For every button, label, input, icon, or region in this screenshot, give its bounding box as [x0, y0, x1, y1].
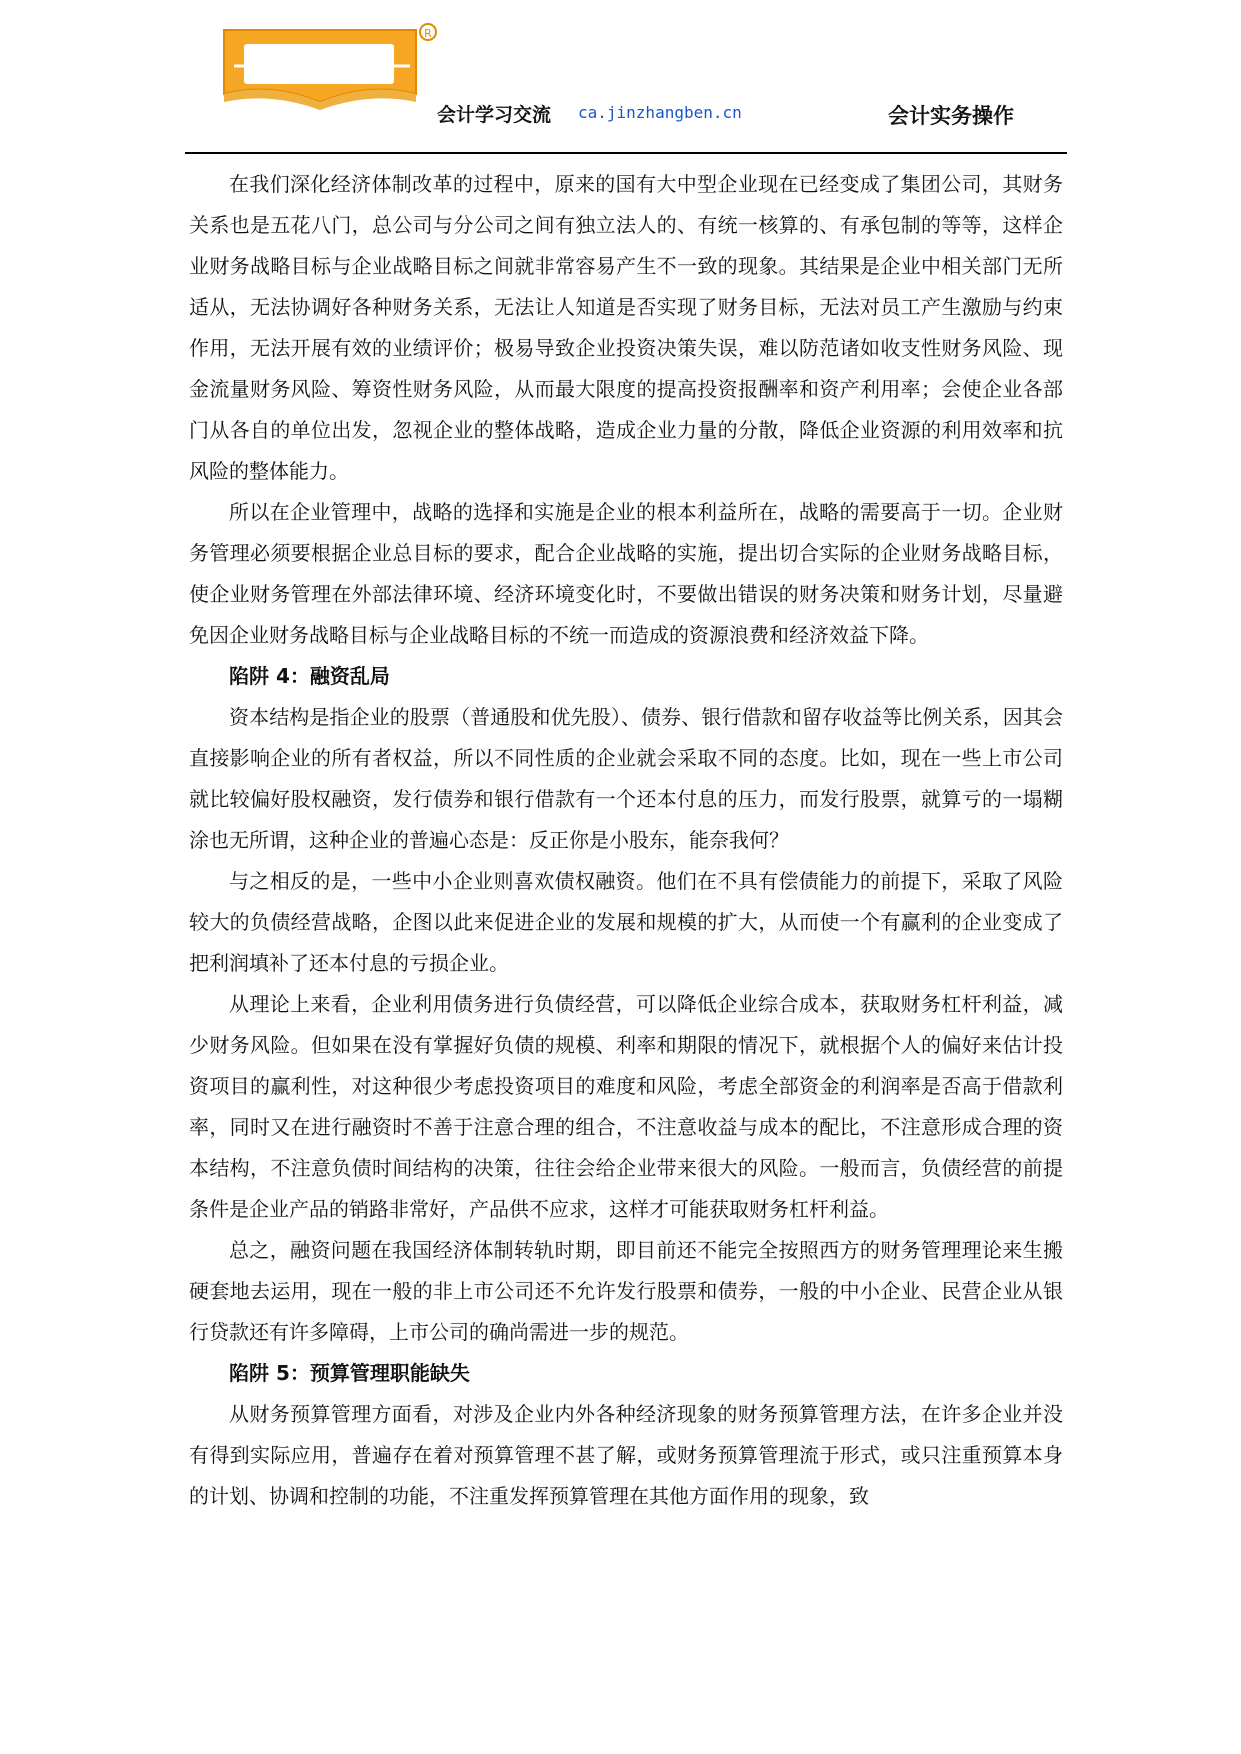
- company-logo: [220, 22, 438, 112]
- section-heading: 陷阱 5：预算管理职能缺失: [229, 1361, 470, 1385]
- svg-text:R: R: [424, 27, 432, 40]
- paragraph: 从财务预算管理方面看，对涉及企业内外各种经济现象的财务预算管理方法，在许多企业并没有得到实际应用，普遍存在着对预算管理不甚了解，或财务预算管理流于形式，或只注重预算本身的计划、协调和控制的功能，不注重发挥预算管理在其他方面作用的现象，致: [189, 1402, 1063, 1508]
- document-body: [189, 164, 1063, 1517]
- logo-graphic: [220, 22, 438, 112]
- header-right-label: 会计实务操作: [888, 103, 1014, 128]
- header-divider: [185, 152, 1067, 154]
- header-left-label: 会计学习交流: [437, 104, 552, 126]
- paragraph: 在我们深化经济体制改革的过程中，原来的国有大中型企业现在已经变成了集团公司，其财务关系也是五花八门，总公司与分公司之间有独立法人的、有统一核算的、有承包制的等等，这样企业财务战略目标与企业战略目标之间就非常容易产生不一致的现象。其结果是企业中相关部门无所适从，无法协调好各种财务关系，无法让人知道是否实现了财务目标，无法对员工产生激励与约束作用，无法开展有效的业绩评价；极易导致企业投资决策失误，难以防范诸如收支性财务风险、现金流量财务风险、筹资性财务风险，从而最大限度的提高投资报酬率和资产利用率；会使企业各部门从各自的单位出发，忽视企业的整体战略，造成企业力量的分散，降低企业资源的利用效率和抗风险的整体能力。: [189, 172, 1063, 483]
- paragraph: 总之，融资问题在我国经济体制转轨时期，即目前还不能完全按照西方的财务管理理论来生搬硬套地去运用，现在一般的非上市公司还不允许发行股票和债券，一般的中小企业、民营企业从银行贷款还有许多障碍，上市公司的确尚需进一步的规范。: [189, 1238, 1063, 1344]
- paragraph: 与之相反的是，一些中小企业则喜欢债权融资。他们在不具有偿债能力的前提下，采取了风险较大的负债经营战略，企图以此来促进企业的发展和规模的扩大，从而使一个有赢利的企业变成了把利润填补了还本付息的亏损企业。: [189, 869, 1063, 975]
- section-heading: 陷阱 4：融资乱局: [229, 664, 390, 688]
- paragraph: 从理论上来看，企业利用债务进行负债经营，可以降低企业综合成本，获取财务杠杆利益，减少财务风险。但如果在没有掌握好负债的规模、利率和期限的情况下，就根据个人的偏好来估计投资项目的赢利性，对这种很少考虑投资项目的难度和风险，考虑全部资金的利润率是否高于借款利率，同时又在进行融资时不善于注意合理的组合，不注意收益与成本的配比，不注意形成合理的资本结构，不注意负债时间结构的决策，往往会给企业带来很大的风险。一般而言，负债经营的前提条件是企业产品的销路非常好，产品供不应求，这样才可能获取财务杠杆利益。: [189, 992, 1063, 1221]
- paragraph: 资本结构是指企业的股票（普通股和优先股）、债券、银行借款和留存收益等比例关系，因其会直接影响企业的所有者权益，所以不同性质的企业就会采取不同的态度。比如，现在一些上市公司就比较偏好股权融资，发行债券和银行借款有一个还本付息的压力，而发行股票，就算亏的一塌糊涂也无所谓，这种企业的普遍心态是：反正你是小股东，能奈我何？: [189, 705, 1063, 852]
- header-url-link[interactable]: ca.jinzhangben.cn: [578, 103, 742, 122]
- paragraph: 所以在企业管理中，战略的选择和实施是企业的根本利益所在，战略的需要高于一切。企业财务管理必须要根据企业总目标的要求，配合企业战略的实施，提出切合实际的企业财务战略目标，使企业财务管理在外部法律环境、经济环境变化时，不要做出错误的财务决策和财务计划，尽量避免因企业财务战略目标与企业战略目标的不统一而造成的资源浪费和经济效益下降。: [189, 500, 1063, 647]
